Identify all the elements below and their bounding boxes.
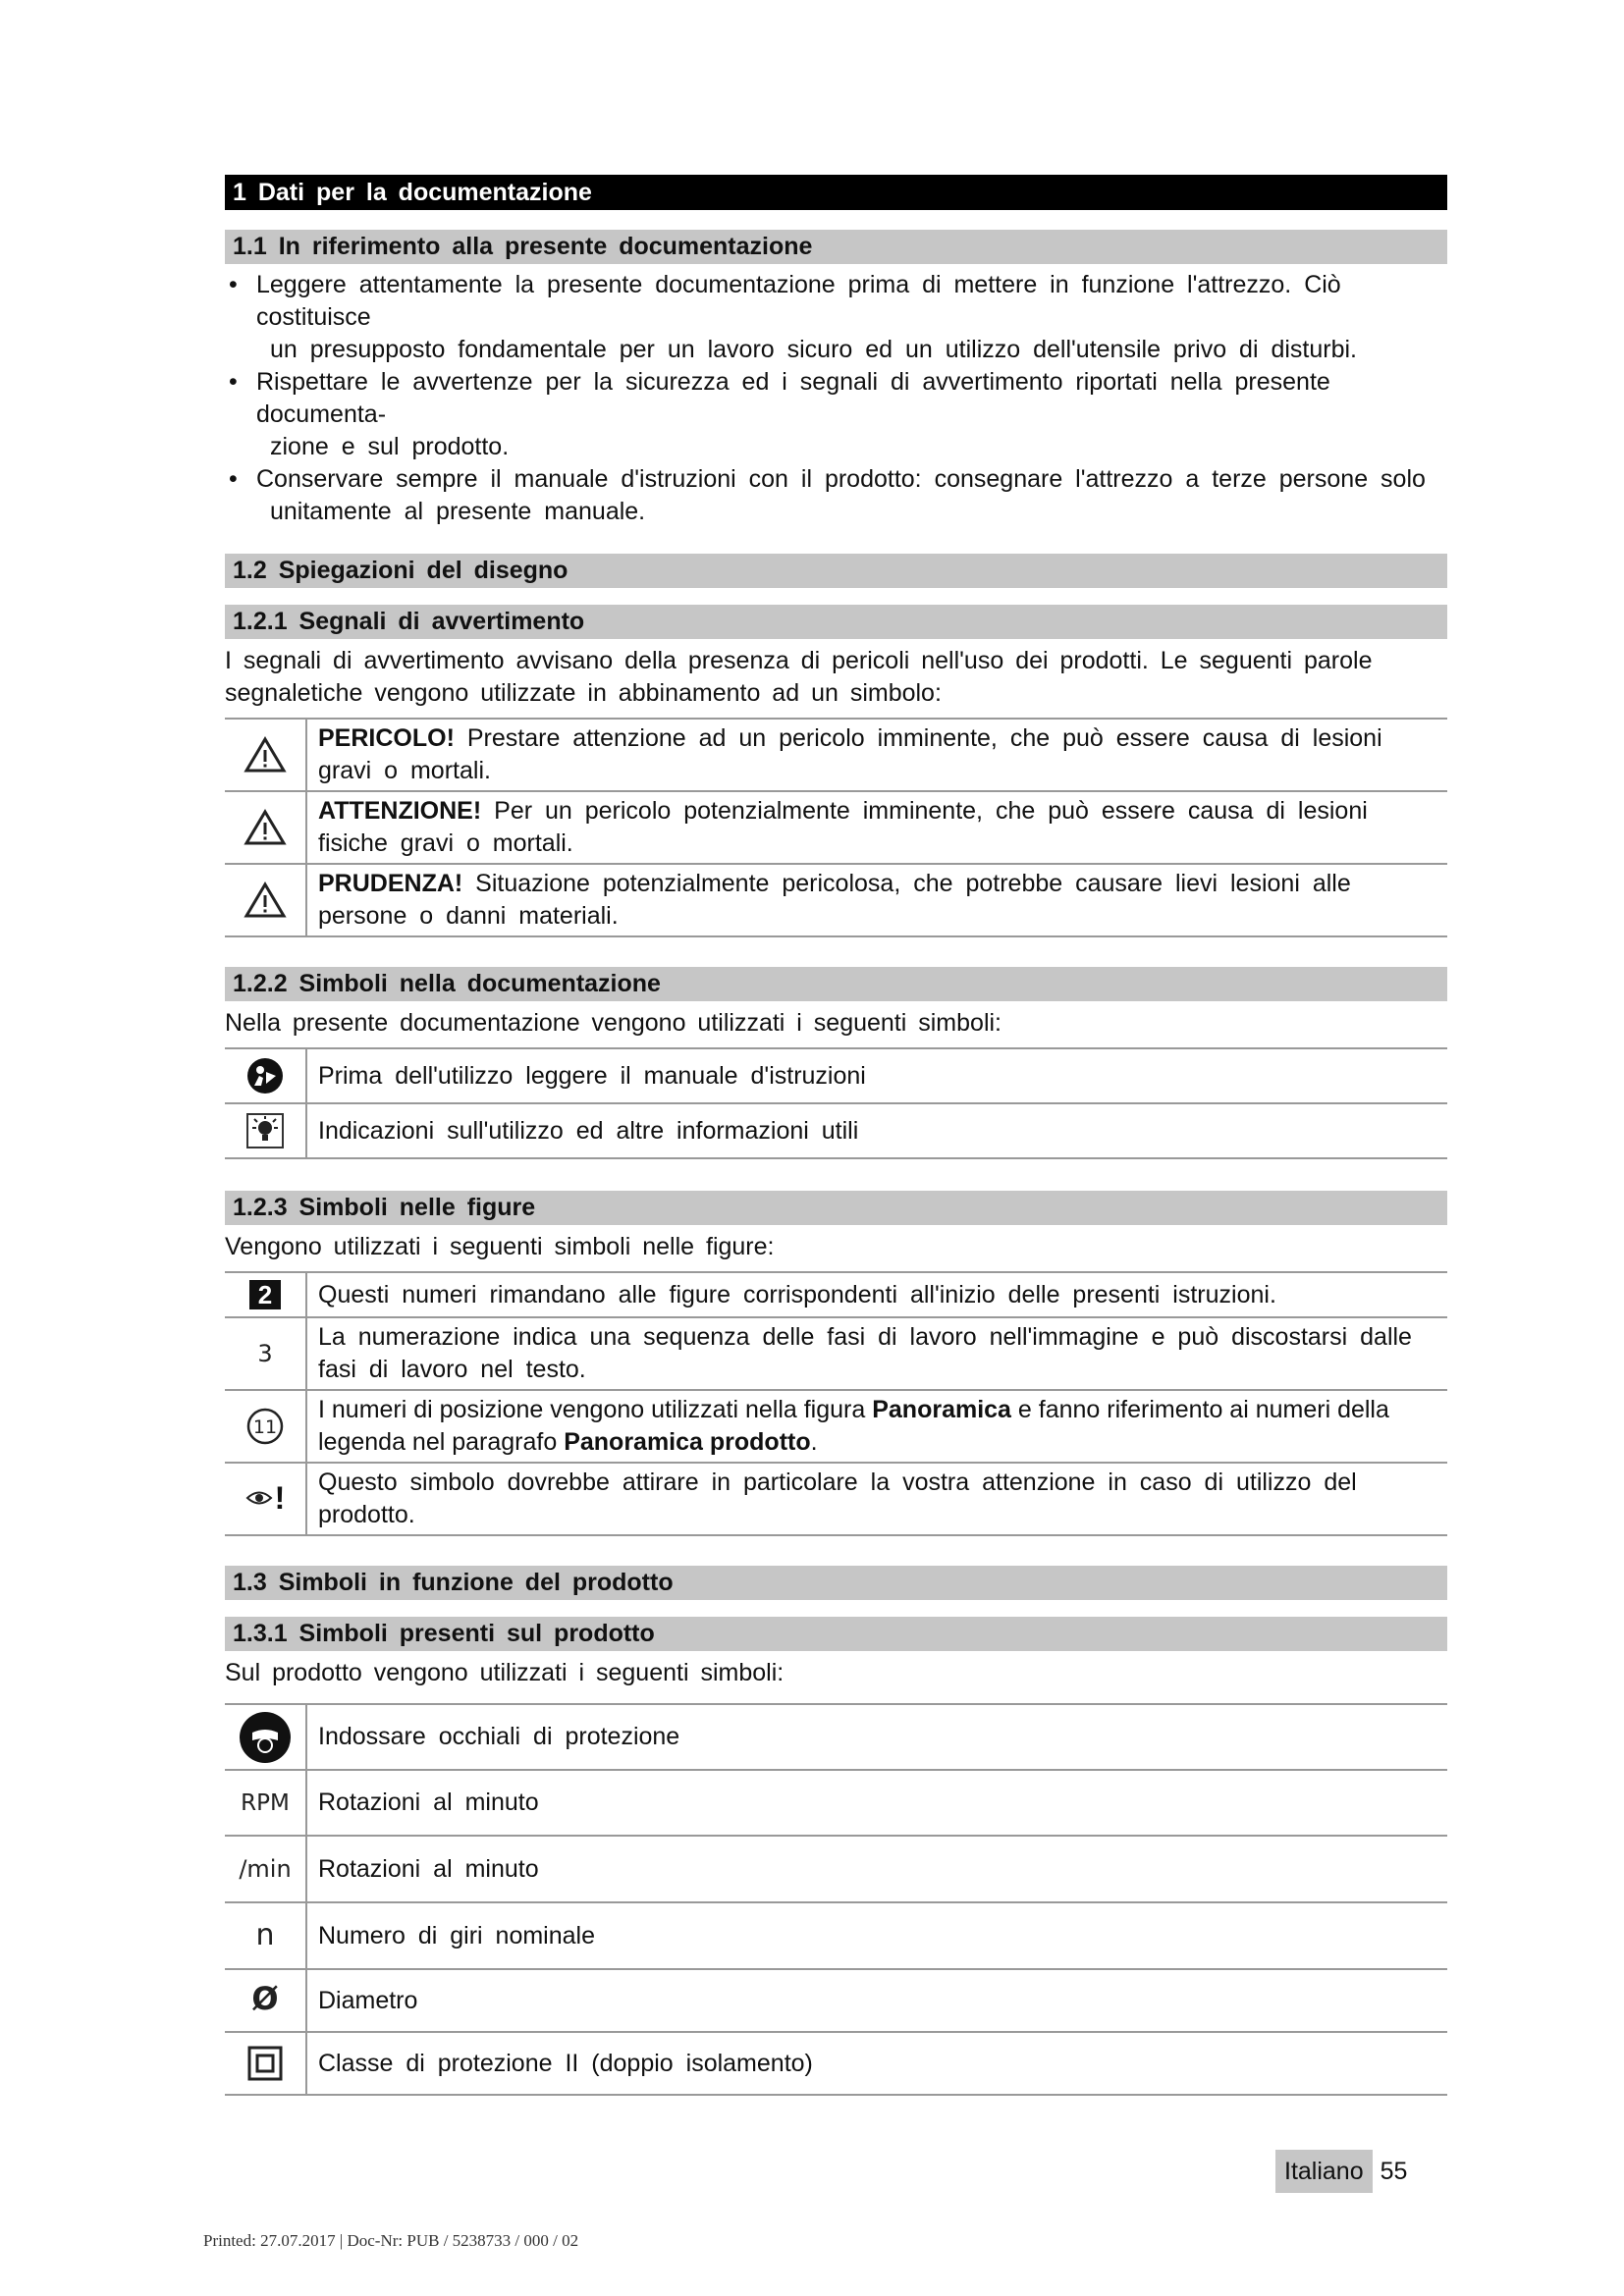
safety-goggles-icon [225,1704,306,1770]
read-manual-icon [225,1048,306,1103]
table-row [225,719,1447,791]
bullet-line: unitamente al presente manuale. [270,498,646,525]
section-1-3-1-heading: 1.3.1 Simboli presenti sul prodotto [225,1617,1447,1651]
bullet-line: zione e sul prodotto. [270,433,510,460]
warning-text [306,864,1447,936]
diameter-icon [225,1969,306,2032]
section-1-2-1-heading: 1.2.1 Segnali di avvertimento [225,605,1447,639]
doc-symbols-intro: Nella presente documentazione vengono utilizzati i seguenti simboli: [225,1009,1001,1037]
table-row [225,1969,1447,2032]
description-bold: Panoramica prodotto [564,1428,811,1456]
attention-eye-icon [225,1463,306,1535]
diameter-label: Ø [251,1980,279,2017]
list-item [225,463,1447,528]
bullet-line: Leggere attentamente la presente documentazione prima di mettere in funzione l'attrezzo. Ciò costituisce [256,271,1341,331]
nominal-speed-label: n [255,1917,275,1952]
page-number: 55 [1380,2158,1408,2185]
warning-description: Per un pericolo potenzialmente imminente, che può essere causa di lesioni fisiche gravi o mortali. [318,797,1368,857]
section-1-1-heading: 1.1 In riferimento alla presente documentazione [225,230,1447,264]
symbol-description: Diametro [306,1969,1447,2032]
warning-text [306,791,1447,864]
section-1-2-2-heading: 1.2.2 Simboli nella documentazione [225,967,1447,1001]
table-row [225,1317,1447,1390]
description-part: . [810,1428,818,1456]
position-number-value: 11 [252,1416,278,1438]
section-1-heading: 1 Dati per la documentazione [225,175,1447,210]
warning-text [306,719,1447,791]
language-label: Italiano [1275,2150,1373,2193]
page-footer [1275,2150,1407,2193]
symbol-description: Classe di protezione II (doppio isolamento) [306,2032,1447,2095]
bullet-line: un presupposto fondamentale per un lavoro sicuro ed un utilizzo dell'utensile privo di disturbi. [270,336,1357,363]
page-content [225,175,1447,2096]
symbol-description: Numero di giri nominale [306,1902,1447,1969]
rpm-icon [225,1770,306,1836]
table-row [225,1704,1447,1770]
warning-keyword: PERICOLO! [318,724,455,752]
warning-triangle-icon [225,719,306,791]
table-row [225,1048,1447,1103]
symbol-description: Questi numeri rimandano alle figure corrispondenti all'inizio delle presenti istruzioni. [306,1272,1447,1317]
table-row [225,791,1447,864]
table-row [225,1103,1447,1158]
warning-keyword: ATTENZIONE! [318,797,482,825]
figure-number-icon [225,1272,306,1317]
warning-triangle-icon [225,864,306,936]
warning-table [225,718,1447,937]
warning-triangle-icon [225,791,306,864]
list-item [225,366,1447,463]
section-1-3-heading: 1.3 Simboli in funzione del prodotto [225,1566,1447,1600]
doc-symbols-table [225,1047,1447,1159]
symbol-description: Questo simbolo dovrebbe attirare in particolare la vostra attenzione in caso di utilizzo del prodotto. [306,1463,1447,1535]
symbol-description: La numerazione indica una sequenza delle fasi di lavoro nell'immagine e può discostarsi dalle fasi di lavoro nel testo. [306,1317,1447,1390]
symbol-description: Prima dell'utilizzo leggere il manuale d'istruzioni [306,1048,1447,1103]
info-lightbulb-icon [225,1103,306,1158]
step-number-value: 3 [257,1339,273,1367]
table-row [225,864,1447,936]
description-bold: Panoramica [872,1396,1011,1423]
table-row [225,1272,1447,1317]
symbol-description [306,1390,1447,1463]
table-row [225,1836,1447,1902]
warning-intro: I segnali di avvertimento avvisano della presenza di pericoli nell'uso dei prodotti. Le seguenti parole segnaletiche vengono utilizzate in abbinamento ad un simbolo: [225,647,1373,707]
description-part: e fanno riferimento ai numeri della legenda nel paragrafo [318,1396,1389,1456]
rpm-label: RPM [241,1789,290,1816]
attention-mark: ! [274,1479,286,1516]
table-row [225,1463,1447,1535]
table-row [225,1902,1447,1969]
bullet-line: Rispettare le avvertenze per la sicurezza ed i segnali di avvertimento riportati nella presente documenta- [256,368,1330,428]
step-number-icon [225,1317,306,1390]
figure-number-value: 2 [257,1280,273,1309]
list-item [225,269,1447,366]
symbol-description: Rotazioni al minuto [306,1836,1447,1902]
section-1-2-heading: 1.2 Spiegazioni del disegno [225,554,1447,588]
warning-description: Situazione potenzialmente pericolosa, che potrebbe causare lievi lesioni alle persone o danni materiali. [318,870,1351,930]
symbol-description: Indossare occhiali di protezione [306,1704,1447,1770]
symbol-description: Rotazioni al minuto [306,1770,1447,1836]
description-part: I numeri di posizione vengono utilizzati nella figura [318,1396,873,1423]
table-row [225,1770,1447,1836]
table-row [225,2032,1447,2095]
per-minute-icon [225,1836,306,1902]
warning-keyword: PRUDENZA! [318,870,463,897]
section-1-2-3-heading: 1.2.3 Simboli nelle figure [225,1191,1447,1225]
product-symbols-intro: Sul prodotto vengono utilizzati i seguenti simboli: [225,1659,785,1686]
table-row [225,1390,1447,1463]
figure-symbols-table [225,1271,1447,1536]
warning-description: Prestare attenzione ad un pericolo imminente, che può essere causa di lesioni gravi o mortali. [318,724,1382,784]
print-info: Printed: 27.07.2017 | Doc-Nr: PUB / 5238733 / 000 / 02 [203,2231,579,2250]
per-minute-label: /min [239,1854,292,1883]
product-symbols-table [225,1703,1447,2096]
position-number-icon [225,1390,306,1463]
nominal-speed-icon [225,1902,306,1969]
bullet-list [225,269,1447,528]
double-insulation-icon [225,2032,306,2095]
figure-symbols-intro: Vengono utilizzati i seguenti simboli nelle figure: [225,1233,775,1260]
symbol-description: Indicazioni sull'utilizzo ed altre informazioni utili [306,1103,1447,1158]
bullet-line: Conservare sempre il manuale d'istruzioni con il prodotto: consegnare l'attrezzo a terze persone solo [256,465,1426,493]
